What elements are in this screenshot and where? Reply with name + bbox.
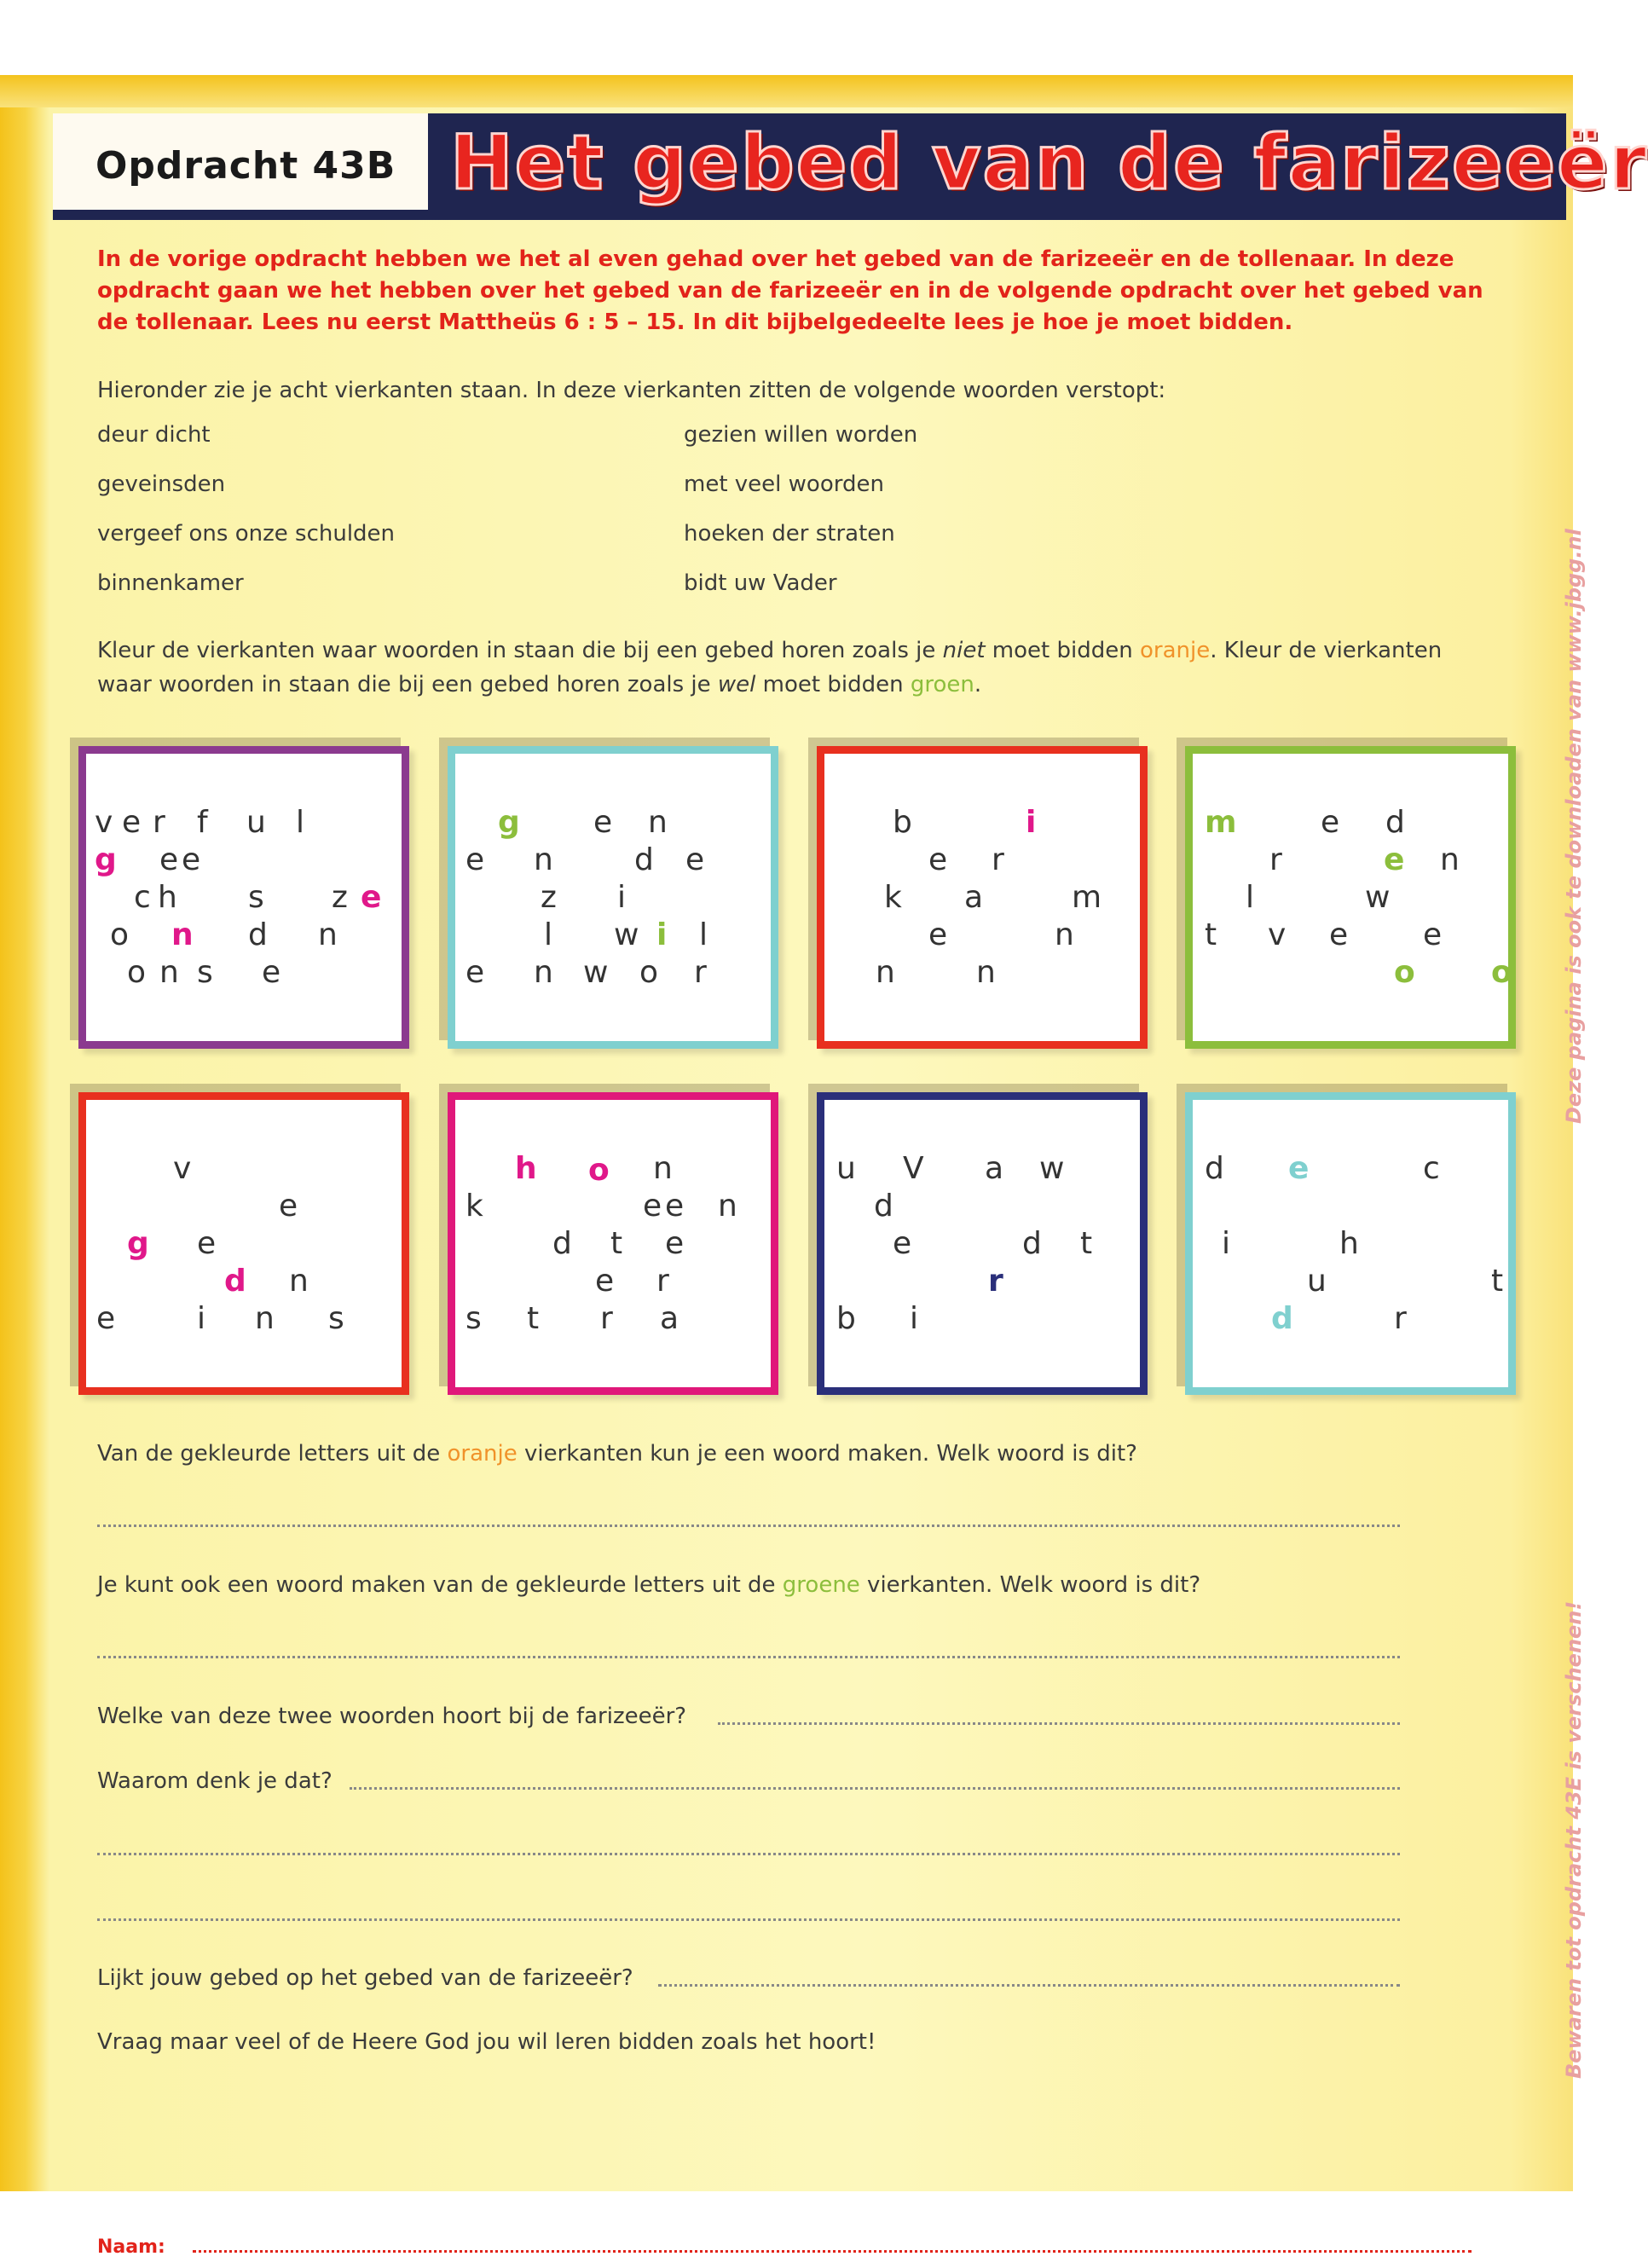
word-left-1: deur dicht (97, 422, 211, 448)
answer-line-4c[interactable] (97, 1918, 1400, 1921)
question-3: Welke van deze twee woorden hoort bij de farizeeër? (97, 1704, 687, 1729)
puzzle-square-4[interactable]: m e d r e n l w t v e e o o (1185, 746, 1516, 1049)
puzzle-square-2[interactable]: g e n e n d e z i l w i l e n w o r (448, 746, 778, 1049)
assignment-box (53, 113, 428, 220)
question-2: Je kunt ook een woord maken van de gekleurde letters uit de groene vierkanten. Welk woord is dit? (97, 1572, 1201, 1598)
color-instruction: Kleur de vierkanten waar woorden in staan die bij een gebed horen zoals je niet moet bidden oranje. Kleur de vierkanten waar woorden in staan die bij een gebed horen zoals je wel moet bidden groen. (97, 638, 1443, 697)
question-1: Van de gekleurde letters uit de oranje vierkanten kun je een woord maken. Welk woord is dit? (97, 1441, 1137, 1467)
answer-line-4b[interactable] (97, 1853, 1400, 1855)
word-left-2: geveinsden (97, 472, 226, 497)
word-left-4: binnenkamer (97, 570, 244, 596)
title-banner (428, 113, 1648, 220)
word-left-3: vergeef ons onze schulden (97, 521, 396, 547)
answer-line-5[interactable] (658, 1984, 1400, 1987)
groen-word: groen (910, 672, 974, 697)
question-5: Lijkt jouw gebed op het gebed van de farizeeër? (97, 1965, 633, 1991)
page-title: Het gebed van de farizeeër (450, 119, 1648, 206)
puzzle-square-7[interactable]: u V a w d e d t r b i (817, 1092, 1148, 1395)
puzzle-square-6[interactable]: h o n k e e n d t e e r s t r a (448, 1092, 778, 1395)
puzzle-square-5[interactable]: v e g e d n e i n s (78, 1092, 409, 1395)
assignment-label: Opdracht 43B (95, 144, 396, 188)
puzzle-square-3[interactable]: b i e r k a m e n n n (817, 746, 1148, 1049)
side-note-download: Deze pagina is ook te downloaden van www.jbgg.nl (1562, 529, 1586, 1124)
question-4: Waarom denk je dat? (97, 1768, 332, 1794)
word-right-1: gezien willen worden (684, 422, 918, 448)
closing-text: Vraag maar veel of de Heere God jou wil leren bidden zoals het hoort! (97, 2029, 876, 2055)
intro-text: In de vorige opdracht hebben we het al even gehad over het gebed van de farizeeër en de tollenaar. In deze opdracht gaan we het hebben over het gebed van de farizeeër en in de volgende opdracht over het gebed van de tollenaar. Lees nu eerst Mattheüs 6 : 5 – 15. In dit bijbelgedeelte lees je hoe je moet bidden. (97, 246, 1483, 335)
answer-line-3[interactable] (718, 1722, 1400, 1725)
worksheet (0, 75, 1648, 2258)
answer-line-1[interactable] (97, 1525, 1400, 1527)
word-right-2: met veel woorden (684, 472, 884, 497)
puzzle-square-8[interactable]: d e c i h u t d r (1185, 1092, 1516, 1395)
oranje-word: oranje (1139, 638, 1211, 663)
puzzle-square-1[interactable]: v e r f u l g e e c h s z e o n d n o n s e (78, 746, 409, 1049)
answer-line-2[interactable] (97, 1656, 1400, 1658)
word-right-4: bidt uw Vader (684, 570, 837, 596)
name-label: Naam: (97, 2236, 165, 2258)
instructions-text: Hieronder zie je acht vierkanten staan. In deze vierkanten zitten de volgende woorden verstopt: (97, 378, 1166, 403)
side-note-keep: Bewaren tot opdracht 43E is verschenen! (1562, 1600, 1586, 2079)
word-right-3: hoeken der straten (684, 521, 895, 547)
name-field-line[interactable] (193, 2250, 1472, 2253)
top-band (0, 75, 1573, 107)
answer-line-4a[interactable] (350, 1787, 1400, 1790)
